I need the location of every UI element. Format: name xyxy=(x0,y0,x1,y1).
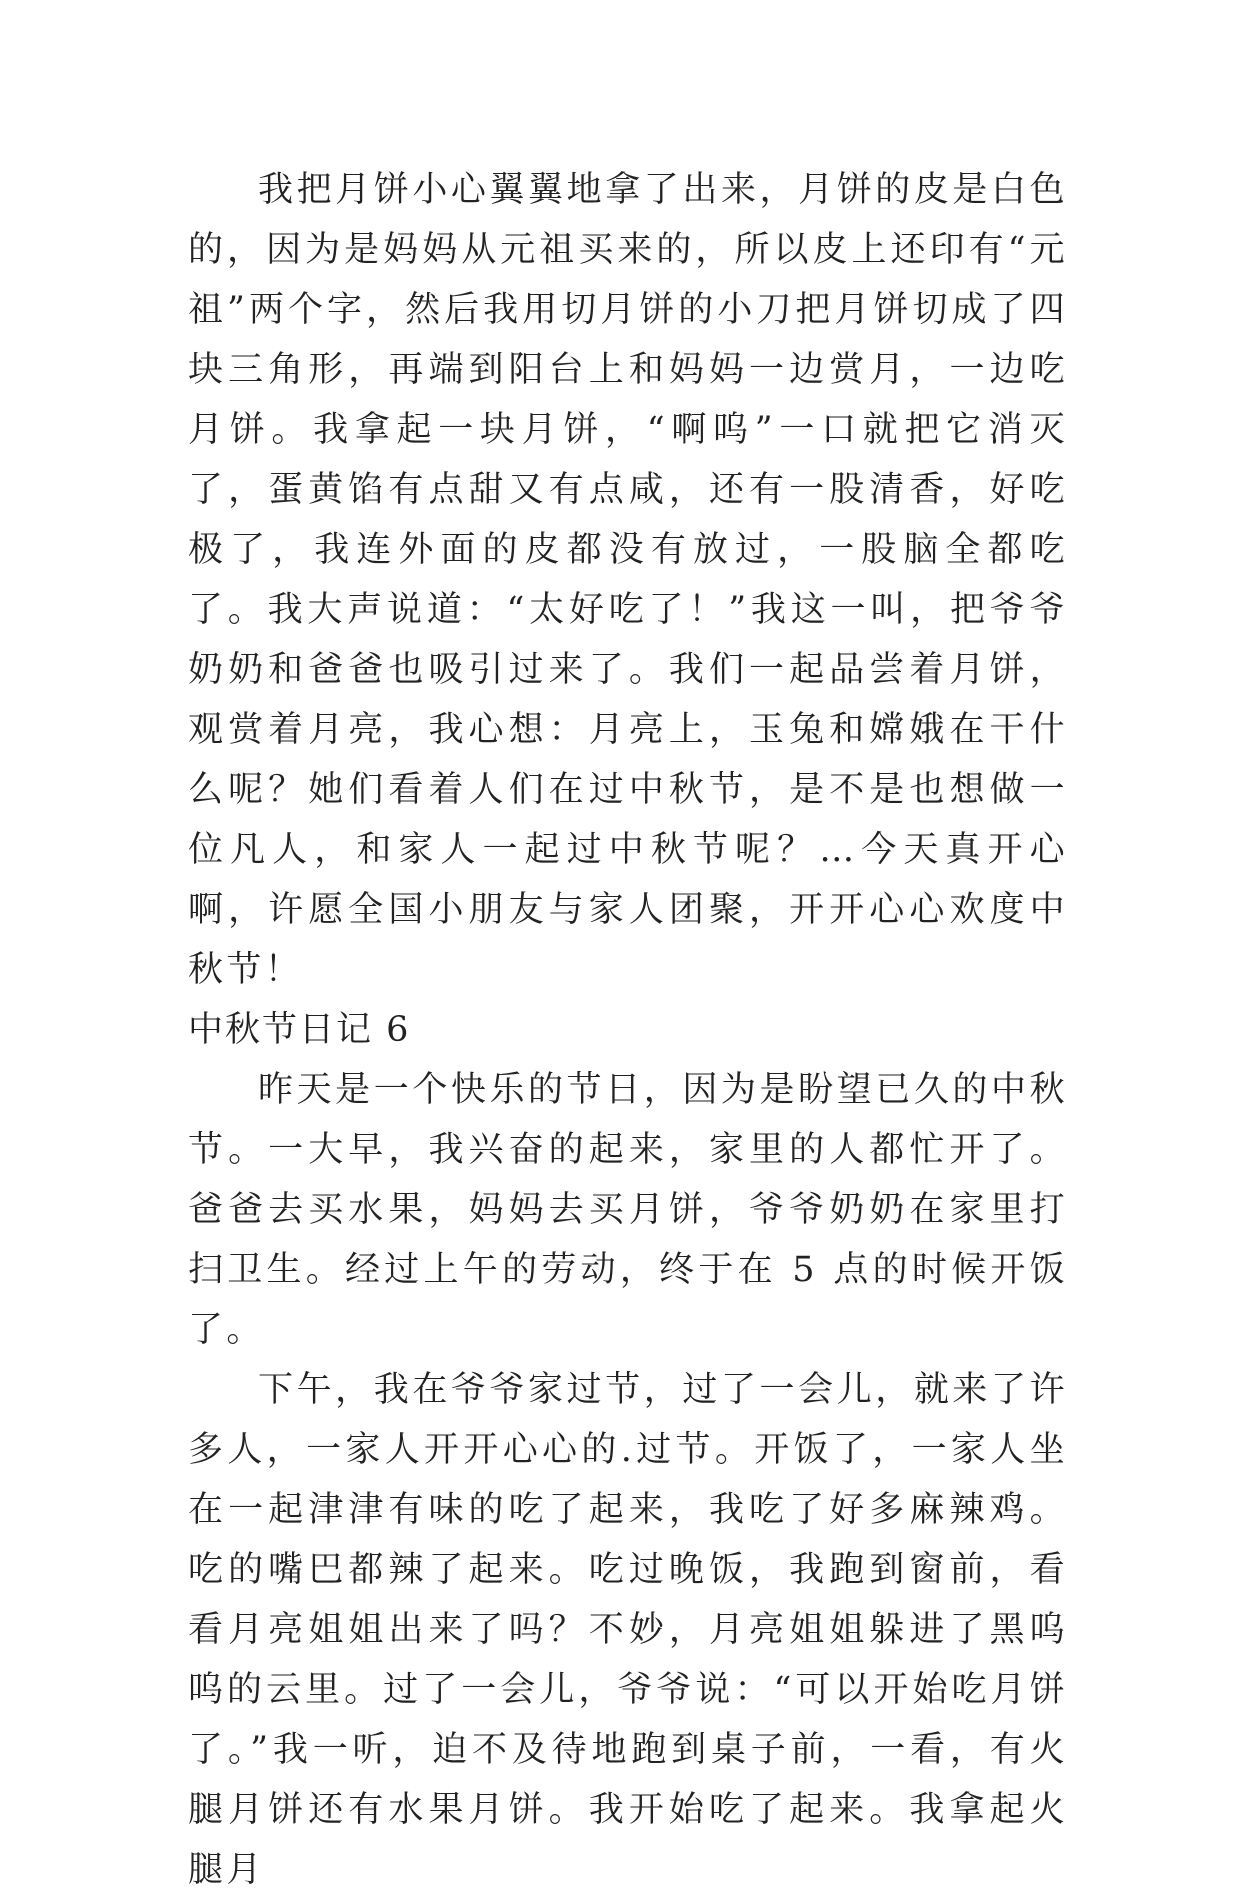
document-body xyxy=(188,160,1068,1900)
paragraph-afternoon: 下午，我在爷爷家过节，过了一会儿，就来了许多人，一家人开开心心的.过节。开饭了，一家人坐在一起津津有味的吃了起来，我吃了好多麻辣鸡。吃的嘴巴都辣了起来。吃过晚饭，我跑到窗前，看看月亮姐姐出来了吗？不妙，月亮姐姐躲进了黑呜呜的云里。过了一会儿，爷爷说：“可以开始吃月饼了。”我一听，迫不及待地跑到桌子前，一看，有火腿月饼还有水果月饼。我开始吃了起来。我拿起火腿月 xyxy=(188,1370,1068,1890)
paragraph-yesterday: 昨天是一个快乐的节日，因为是盼望已久的中秋节。一大早，我兴奋的起来，家里的人都忙开了。爸爸去买水果，妈妈去买月饼，爷爷奶奶在家里打扫卫生。经过上午的劳动，终于在 5 点的时候开饭了。 xyxy=(188,1070,1068,1350)
section-heading: 中秋节日记 6 xyxy=(188,1010,411,1050)
paragraph-mooncake: 我把月饼小心翼翼地拿了出来，月饼的皮是白色的，因为是妈妈从元祖买来的，所以皮上还印有“元祖”两个字，然后我用切月饼的小刀把月饼切成了四块三角形，再端到阳台上和妈妈一边赏月，一边吃月饼。我拿起一块月饼，“啊呜”一口就把它消灭了，蛋黄馅有点甜又有点咸，还有一股清香，好吃极了，我连外面的皮都没有放过，一股脑全都吃了。我大声说道：“太好吃了！”我这一叫，把爷爷奶奶和爸爸也吸引过来了。我们一起品尝着月饼，观赏着月亮，我心想：月亮上，玉兔和嫦娥在干什么呢？她们看着人们在过中秋节，是不是也想做一位凡人，和家人一起过中秋节呢？…今天真开心啊，许愿全国小朋友与家人团聚，开开心心欢度中秋节！ xyxy=(188,170,1068,990)
